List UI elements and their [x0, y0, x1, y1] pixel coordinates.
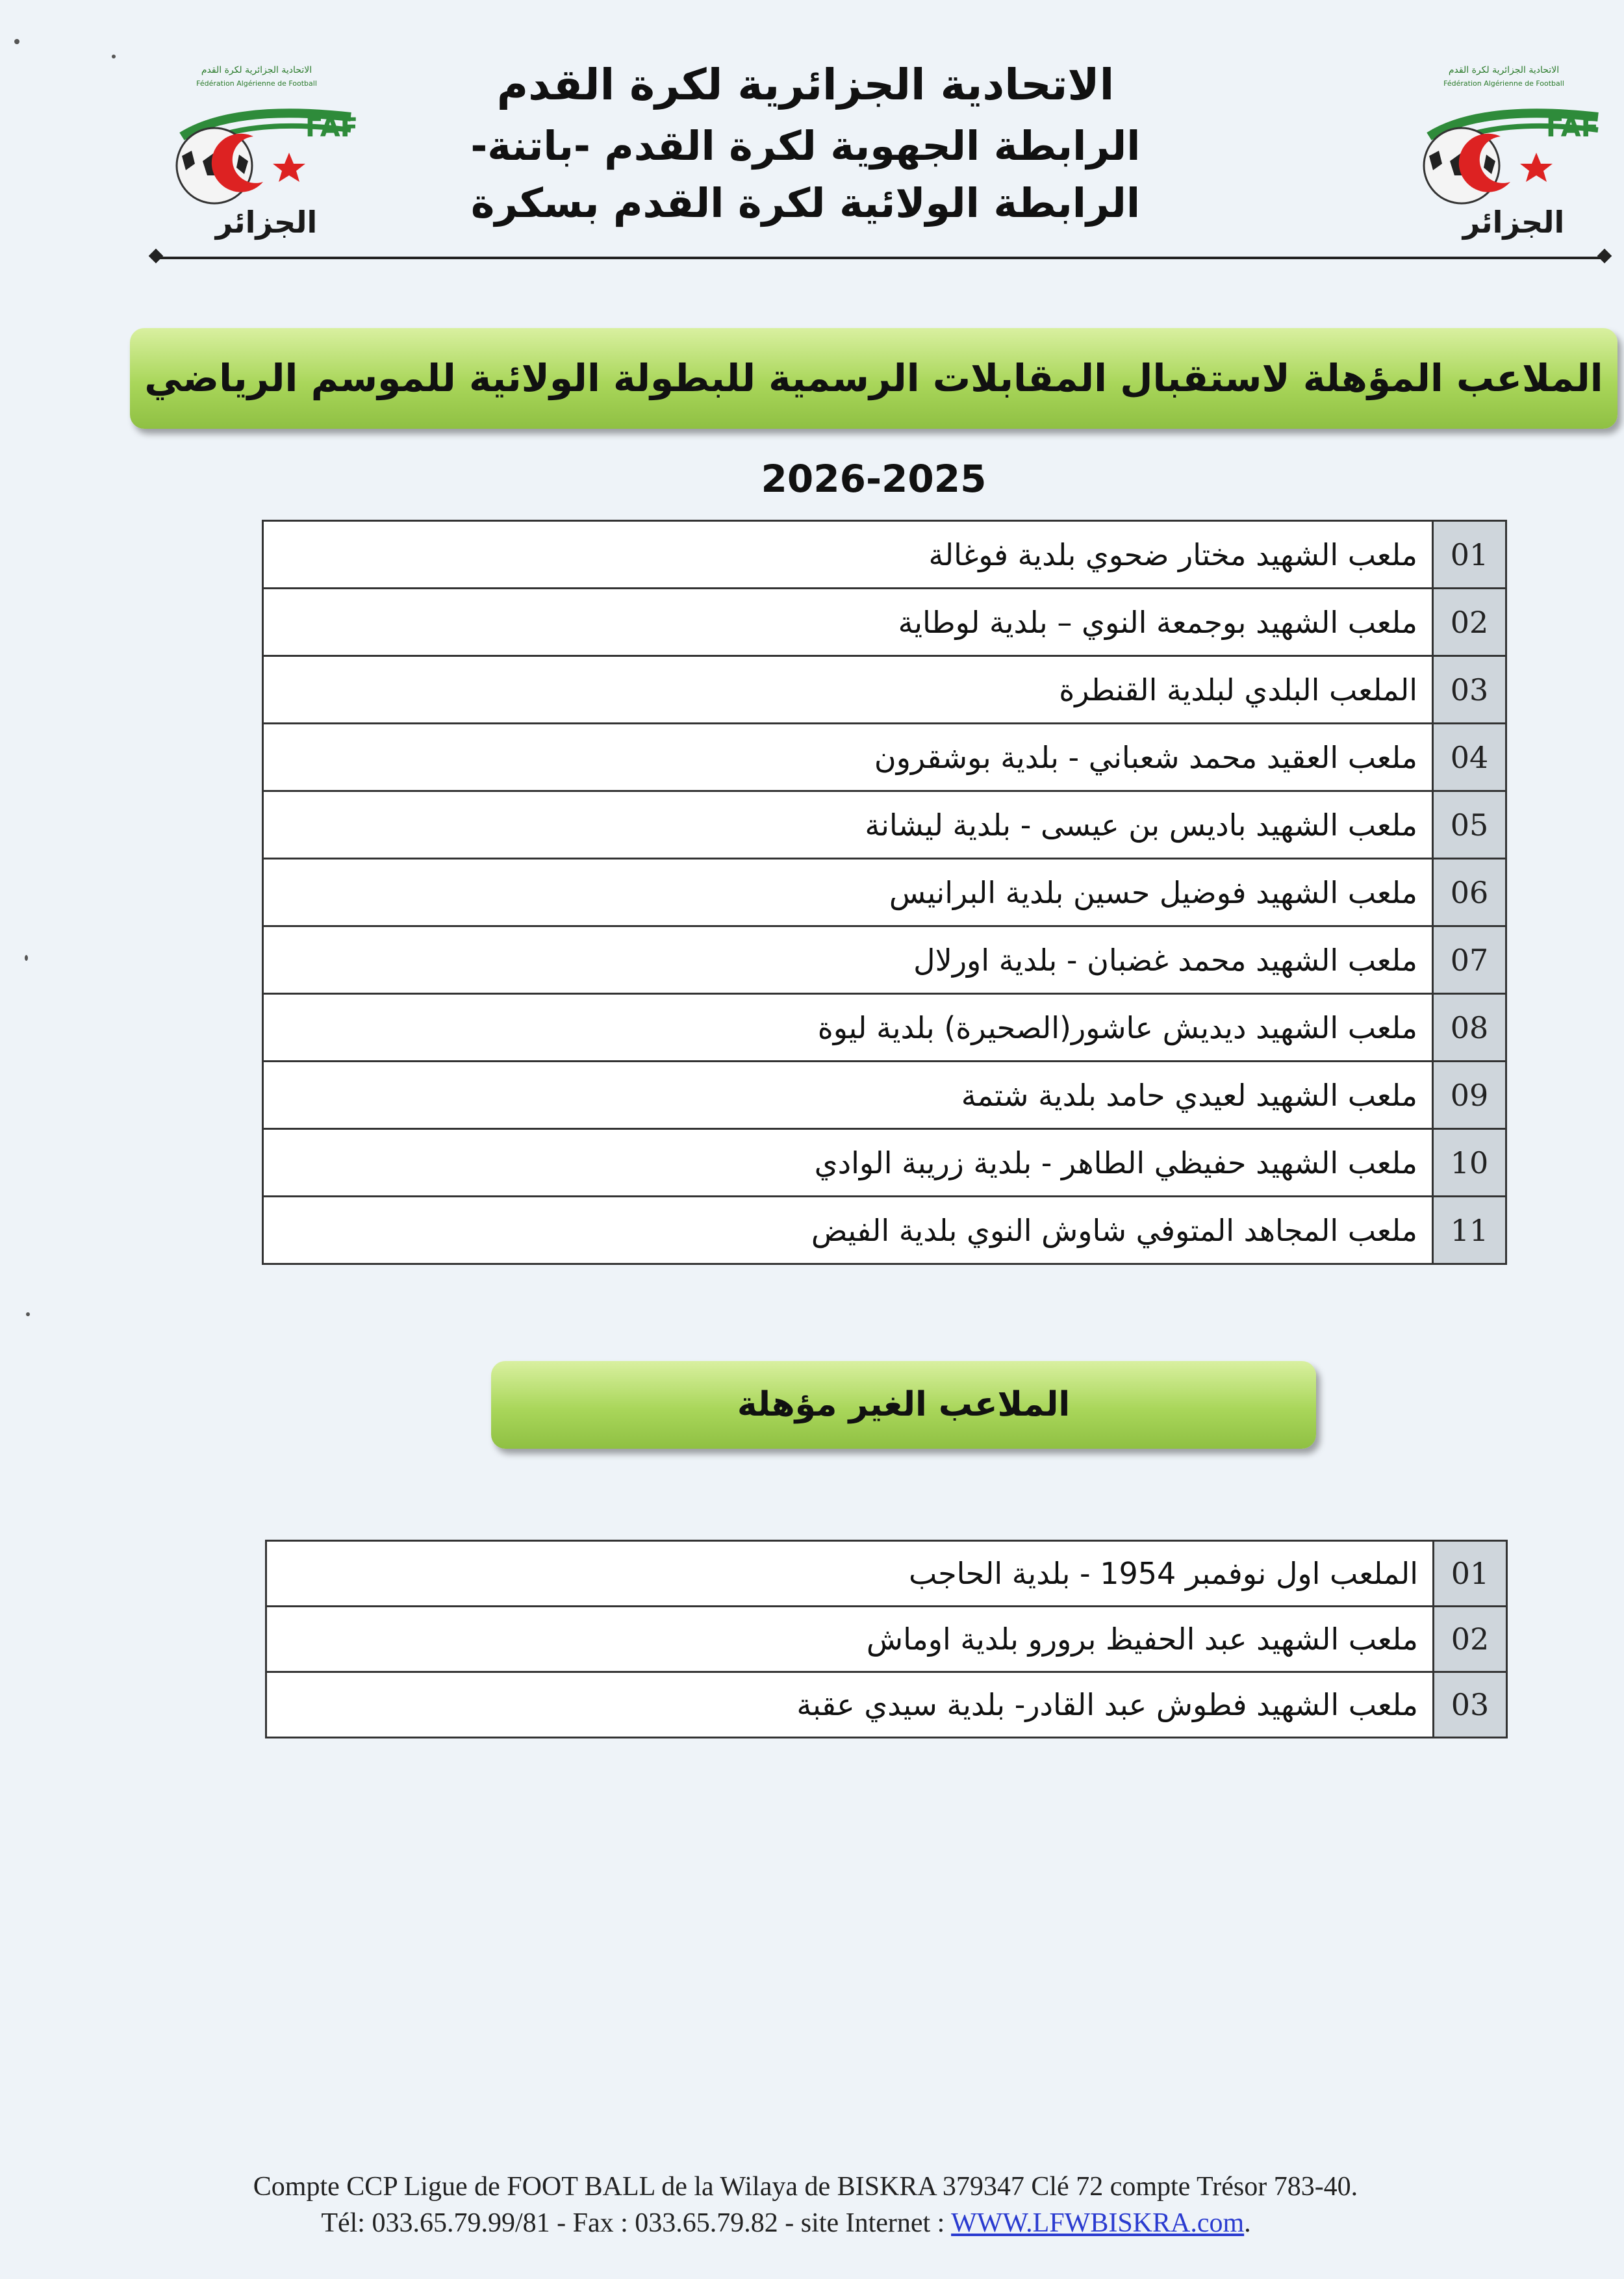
table-row: [263, 859, 1506, 926]
stadium-name: ملعب الشهيد لعيدي حامد بلدية شتمة: [263, 1062, 1433, 1129]
row-number: 10: [1433, 1129, 1506, 1197]
stadium-name: ملعب المجاهد المتوفي شاوش النوي بلدية الفيض: [263, 1197, 1433, 1264]
stadium-name: ملعب الشهيد باديس بن عيسى - بلدية ليشانة: [263, 791, 1433, 859]
unqualified-stadiums-table: [265, 1540, 1508, 1738]
scan-speck: [25, 955, 28, 961]
table-row: [263, 1129, 1506, 1197]
unqualified-stadiums-banner: الملاعب الغير مؤهلة: [491, 1361, 1316, 1449]
faf-mark: FAF: [305, 113, 359, 143]
row-number: 07: [1433, 926, 1506, 994]
scan-speck: [14, 39, 19, 44]
row-number: 11: [1433, 1197, 1506, 1264]
stadium-name: ملعب الشهيد بوجمعة النوي – بلدية لوطاية: [263, 589, 1433, 656]
stadium-name: ملعب الشهيد مختار ضحوي بلدية فوغالة: [263, 521, 1433, 589]
row-number: 05: [1433, 791, 1506, 859]
divider-right-tip: [1597, 249, 1612, 264]
stadium-name: ملعب الشهيد فطوش عبد القادر- بلدية سيدي عقبة: [266, 1672, 1434, 1738]
stadium-name: ملعب الشهيد عبد الحفيظ برورو بلدية اوماش: [266, 1607, 1434, 1672]
logo-caption: الجزائر: [215, 205, 318, 240]
scan-speck: [112, 55, 116, 58]
row-number: 08: [1433, 994, 1506, 1062]
table-row: [263, 656, 1506, 724]
website-link[interactable]: WWW.LFWBISKRA.com: [951, 2208, 1245, 2238]
footer-account-line: Compte CCP Ligue de FOOT BALL de la Wilaya de BISKRA 379347 Clé 72 compte Trésor 783-40.: [253, 2172, 1358, 2202]
row-number: 03: [1433, 656, 1506, 724]
table-row: [263, 1197, 1506, 1264]
footer-contact-line: [0, 2208, 1592, 2239]
table-row: [263, 791, 1506, 859]
wilaya-league-title: الرابطة الولائية لكرة القدم بسكرة: [470, 179, 1141, 227]
logo-french-name: Fédération Algérienne de Football: [1443, 79, 1564, 88]
table-row: [263, 589, 1506, 656]
logo-french-name: Fédération Algérienne de Football: [196, 79, 317, 88]
stadium-name: ملعب الشهيد محمد غضبان - بلدية اورلال: [263, 926, 1433, 994]
stadium-name: الملعب البلدي لبلدية القنطرة: [263, 656, 1433, 724]
qualified-stadiums-banner: الملاعب المؤهلة لاستقبال المقابلات الرسمية للبطولة الولائية للموسم الرياضي 2025-2026: [130, 328, 1618, 429]
stadium-name: الملعب اول نوفمبر 1954 - بلدية الحاجب: [266, 1541, 1434, 1607]
table-row: [263, 994, 1506, 1062]
footer-contact-text: Tél: 033.65.79.99/81 - Fax : 033.65.79.82 - site Internet :: [321, 2208, 952, 2238]
row-number: 02: [1434, 1607, 1507, 1672]
logo-arabic-name: الاتحادية الجزائرية لكرة القدم: [1448, 65, 1560, 75]
federation-title: الاتحادية الجزائرية لكرة القدم: [496, 60, 1115, 110]
row-number: 04: [1433, 724, 1506, 791]
logo-arabic-name: الاتحادية الجزائرية لكرة القدم: [201, 65, 312, 75]
logo-caption: الجزائر: [1462, 205, 1565, 240]
row-number: 09: [1433, 1062, 1506, 1129]
row-number: 01: [1434, 1541, 1507, 1607]
table-row: [266, 1672, 1507, 1738]
row-number: 02: [1433, 589, 1506, 656]
qualified-stadiums-table: [262, 520, 1507, 1265]
table-row: [263, 521, 1506, 589]
stadium-name: ملعب الشهيد ديديش عاشور(الصحيرة) بلدية ليوة: [263, 994, 1433, 1062]
row-number: 01: [1433, 521, 1506, 589]
regional-league-title: الرابطة الجهوية لكرة القدم -باتنة-: [470, 122, 1141, 170]
table-row: [263, 926, 1506, 994]
table-row: [266, 1607, 1507, 1672]
faf-mark: FAF: [1546, 113, 1599, 143]
scan-speck: [26, 1312, 30, 1316]
table-row: [263, 1062, 1506, 1129]
stadium-name: ملعب العقيد محمد شعباني - بلدية بوشقرون: [263, 724, 1433, 791]
table-row: [266, 1541, 1507, 1607]
footer-end-punctuation: .: [1244, 2208, 1251, 2238]
row-number: 06: [1433, 859, 1506, 926]
row-number: 03: [1434, 1672, 1507, 1738]
table-row: [263, 724, 1506, 791]
stadium-name: ملعب الشهيد فوضيل حسين بلدية البرانيس: [263, 859, 1433, 926]
stadium-name: ملعب الشهيد حفيظي الطاهر - بلدية زريبة الوادي: [263, 1129, 1433, 1197]
header-divider: [156, 257, 1605, 259]
